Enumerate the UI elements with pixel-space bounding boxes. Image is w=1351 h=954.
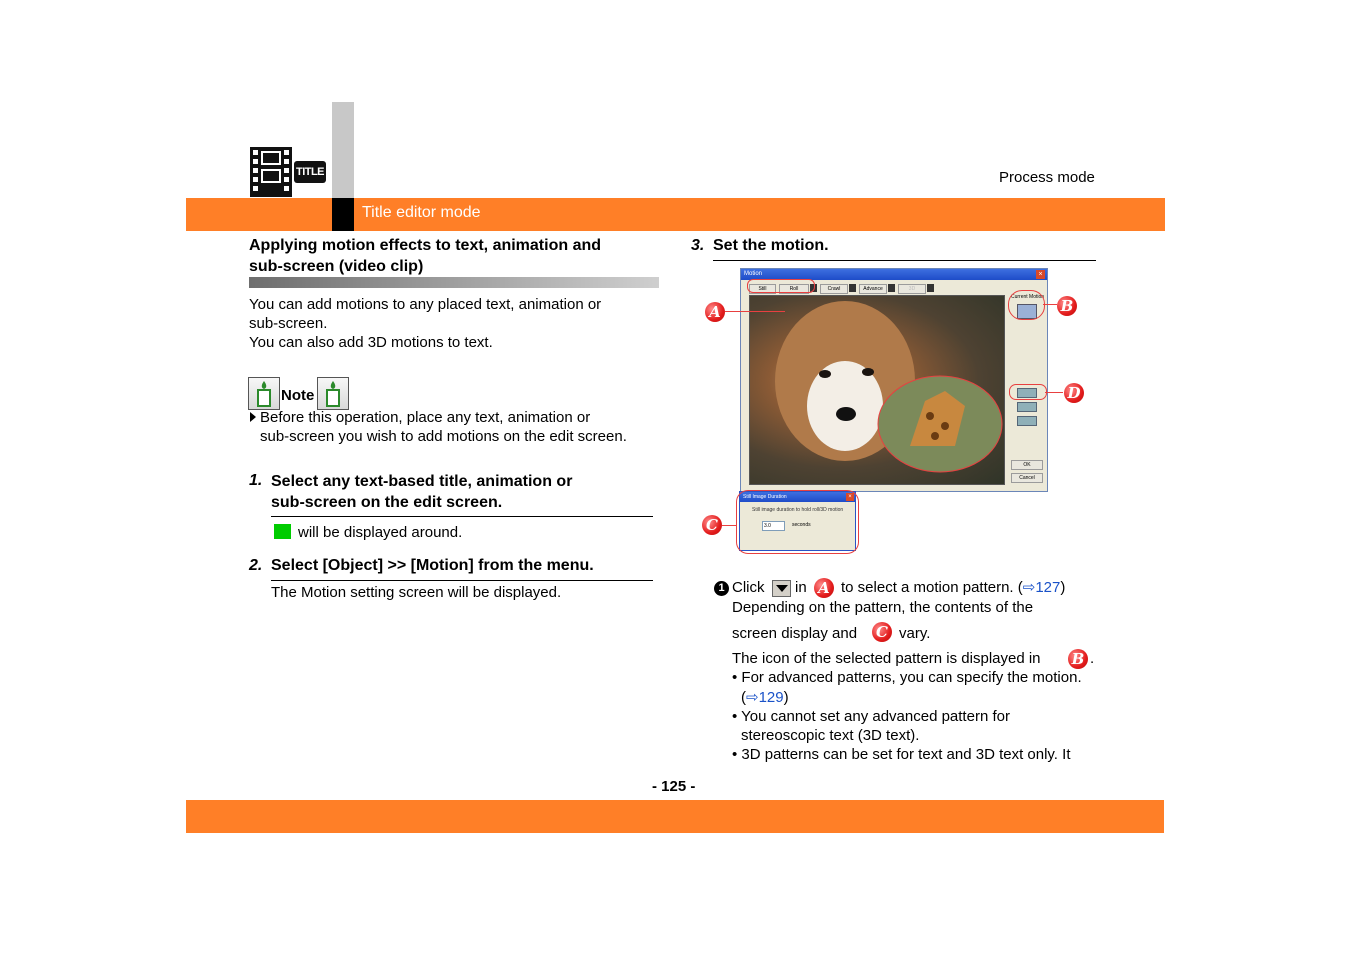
bullet2-line2: stereoscopic text (3D text). (741, 727, 920, 744)
window-close-icon: × (1036, 270, 1045, 279)
step2-rule (271, 580, 653, 581)
cancel-button[interactable]: Cancel (1011, 473, 1043, 483)
ref-129-link[interactable]: ⇨129 (746, 689, 784, 706)
callout-d-line (1045, 392, 1063, 393)
note-left-icon (248, 377, 280, 410)
inst-line3b: vary. (899, 625, 931, 642)
stop-button[interactable] (1017, 416, 1037, 426)
step3-number: 3. (691, 237, 705, 254)
inline-marker-b: B (1068, 649, 1088, 669)
inst-in: in (795, 579, 807, 596)
film-strip-icon (250, 147, 292, 197)
bullet2-line1: • You cannot set any advanced pattern for (732, 708, 1010, 725)
dialog-close-icon[interactable]: × (846, 493, 854, 501)
inst-line3a: screen display and (732, 625, 858, 642)
inst-select: to select a motion pattern. (⇨127) (841, 579, 1066, 596)
step2-title: Select [Object] >> [Motion] from the menu. (271, 557, 594, 574)
step3-rule (713, 260, 1096, 261)
preview-area (749, 295, 1005, 485)
section-heading: Applying motion effects to text, animation and sub-screen (video clip) (249, 237, 602, 275)
crawl-dropdown-icon[interactable] (849, 284, 856, 292)
dropdown-arrow-icon (772, 580, 791, 597)
step3-title: Set the motion. (713, 237, 829, 254)
callout-c-line (722, 525, 736, 526)
advance-dropdown-icon[interactable] (888, 284, 895, 292)
inst-line4b: . (1090, 650, 1095, 667)
note-label: Note (281, 387, 315, 404)
step1-detail: will be displayed around. (298, 524, 463, 541)
inline-marker-c: C (872, 622, 892, 642)
callout-b-box (1008, 290, 1045, 320)
roll-button[interactable]: Roll (779, 284, 809, 294)
bullet3-line1: • 3D patterns can be set for text and 3D text only. It (732, 746, 1071, 763)
3d-button[interactable]: 3D (898, 284, 926, 294)
step2-detail: The Motion setting screen will be displayed. (271, 584, 562, 601)
note-right-icon (317, 377, 349, 410)
header-black-tab (332, 198, 354, 231)
callout-a-box (747, 279, 815, 293)
ref-127-link[interactable]: ⇨127 (1022, 579, 1061, 596)
mode-label: Title editor mode (362, 204, 481, 221)
note-arrow-icon (250, 412, 256, 422)
marker-c: C (702, 515, 722, 535)
footer-bar (186, 800, 1164, 833)
section-label: Process mode (999, 169, 1095, 186)
callout-b-line (1043, 304, 1057, 305)
advance-button[interactable]: Advance (859, 284, 887, 294)
inst-click: Click (732, 579, 765, 596)
dog-image (750, 296, 1004, 484)
intro-text: You can add motions to any placed text, animation or sub-screen. You can also add 3D motions to text. (249, 296, 602, 351)
pause-button[interactable] (1017, 402, 1037, 412)
still-button[interactable]: Still (749, 284, 776, 294)
dialog-text: Still image duration to hold roll/3D motion (752, 507, 844, 513)
bullet1-line1: • For advanced patterns, you can specify the motion. (732, 669, 1082, 686)
dialog-input[interactable]: 3.0 (762, 521, 785, 531)
step2-number: 2. (249, 557, 263, 574)
dialog-unit: seconds (792, 522, 811, 528)
marker-d: D (1064, 383, 1084, 403)
inline-marker-a: A (814, 578, 834, 598)
green-frame-icon (274, 524, 291, 539)
crawl-button[interactable]: Crawl (820, 284, 848, 294)
step-bullet-icon: 1 (714, 581, 729, 596)
callout-d-box (1009, 384, 1047, 400)
dialog-title: Still Image Duration (743, 494, 787, 500)
note-text: Before this operation, place any text, animation or sub-screen you wish to add motions on the edit screen. (260, 409, 627, 445)
header-gray-tab (332, 102, 354, 198)
heading-underline (249, 277, 659, 288)
callout-c-box (736, 490, 859, 554)
marker-a: A (705, 302, 725, 322)
inst-line2: Depending on the pattern, the contents of the (732, 599, 1034, 616)
bullet1-line2: (⇨129) (741, 689, 789, 706)
inst-line4a: The icon of the selected pattern is displayed in (732, 650, 1041, 667)
motion-window (740, 268, 1048, 492)
current-motion-label: Current Motion (1011, 294, 1045, 300)
step1-rule (271, 516, 653, 517)
callout-a-line (725, 311, 785, 312)
ok-button[interactable]: OK (1011, 460, 1043, 470)
title-logo: TITLE (294, 161, 326, 183)
window-title: Motion (744, 271, 763, 277)
marker-b: B (1057, 296, 1077, 316)
page-number: - 125 - (652, 778, 696, 795)
3d-dropdown-icon[interactable] (927, 284, 934, 292)
step1-number: 1. (249, 472, 263, 489)
step1-title: Select any text-based title, animation or sub-screen on the edit screen. (271, 473, 573, 511)
